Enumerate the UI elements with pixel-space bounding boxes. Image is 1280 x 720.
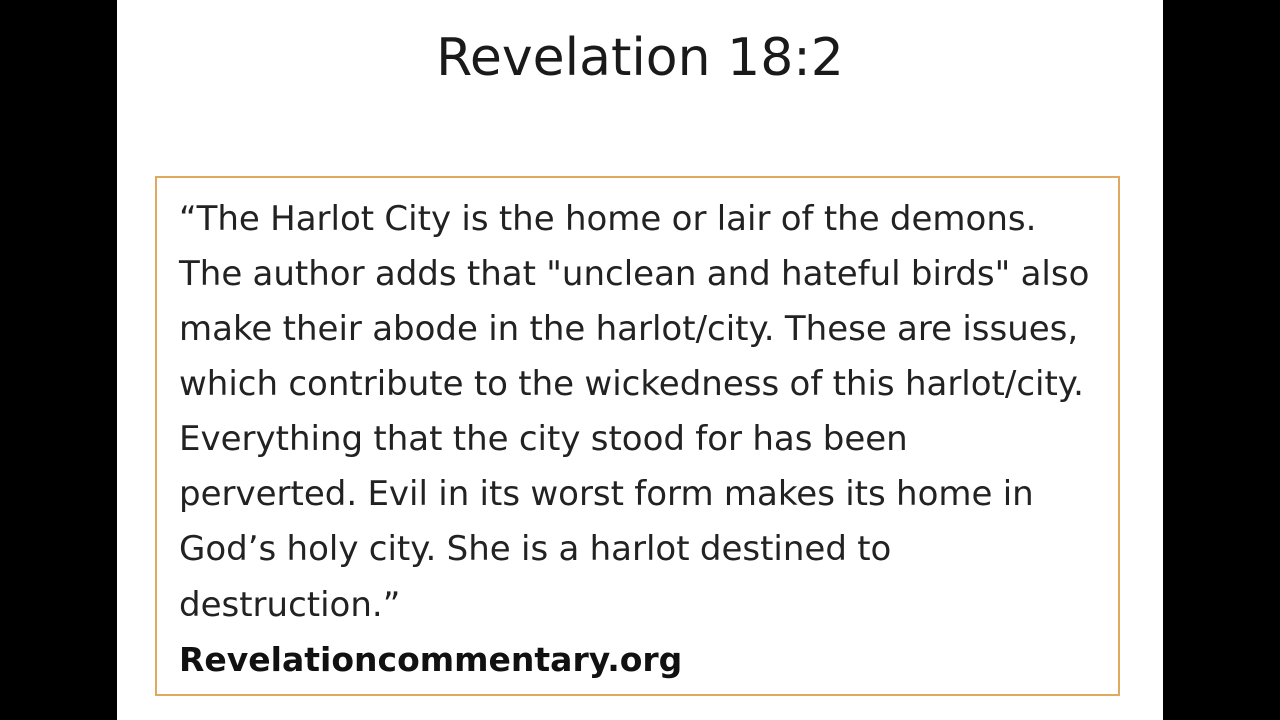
letterbox-right: [1163, 0, 1280, 720]
quote-callout-box: [155, 176, 1120, 696]
letterbox-left: [0, 0, 117, 720]
quote-body-text: “The Harlot City is the home or lair of the demons. The author adds that "unclean and hateful birds" also make their abode in the harlot/city. These are issues, which contribute to the wickedness of this harlot/city. Everything that the city stood for has been perverted. Evil in its worst form makes its home in God’s holy city. She is a harlot destined to destruction.”: [179, 199, 1090, 625]
slide-canvas: [117, 0, 1163, 720]
page-title: Revelation 18:2: [436, 28, 844, 88]
quote-source-label: Revelationcommentary.org: [179, 639, 683, 679]
